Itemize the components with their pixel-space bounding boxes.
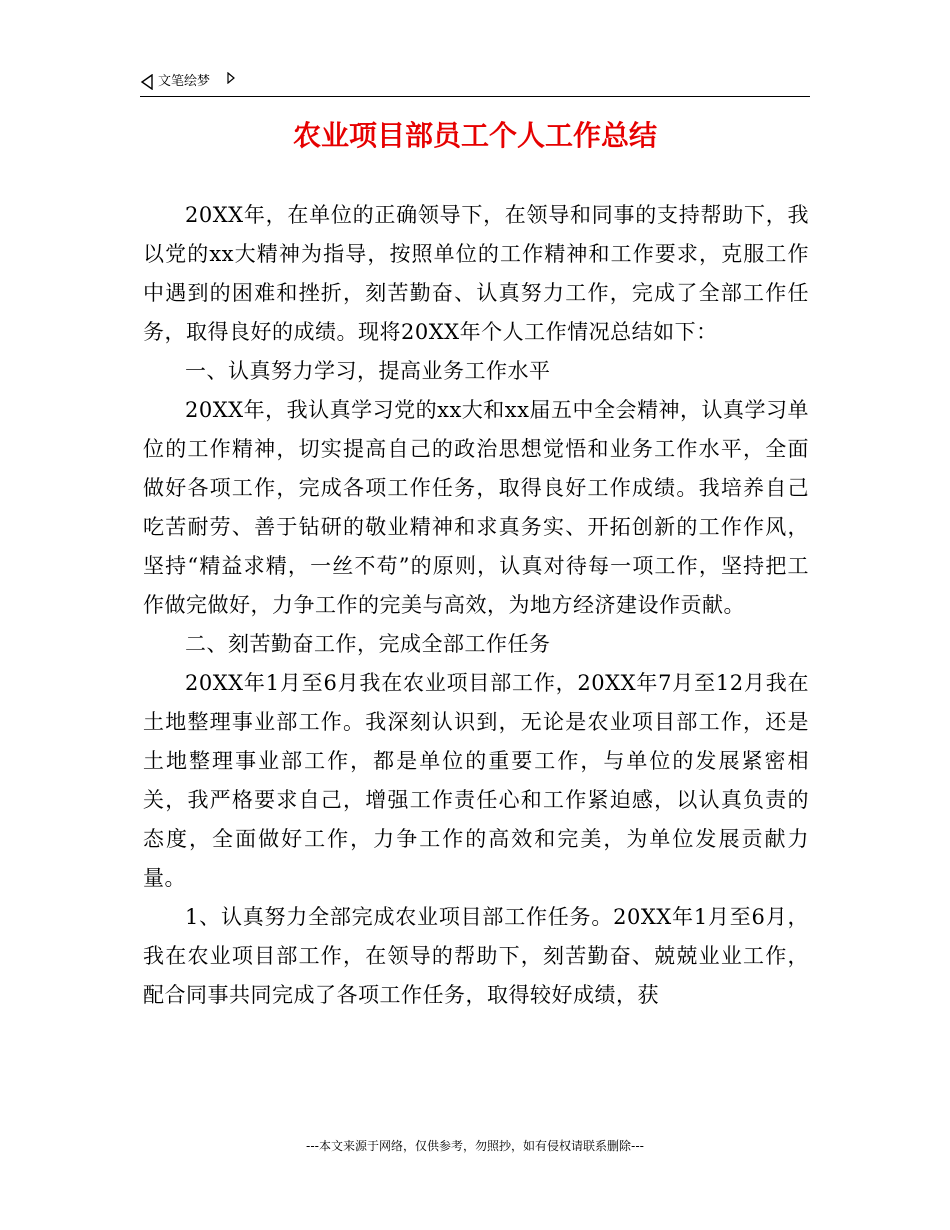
- paragraph-intro: 20XX年，在单位的正确领导下，在领导和同事的支持帮助下，我以党的xx大精神为指导，按照单位的工作精神和工作要求，克服工作中遇到的困难和挫折，刻苦勤奋、认真努力工作，完成了全部工作任务，取得良好的成绩。现将20XX年个人工作情况总结如下：: [143, 203, 809, 344]
- paragraph-work: 20XX年1月至6月我在农业项目部工作，20XX年7月至12月我在土地整理事业部工作。我深刻认识到，无论是农业项目部工作，还是土地整理事业部工作，都是单位的重要工作，与单位的发展紧密相关，我严格要求自己，增强工作责任心和工作紧迫感，以认真负责的态度，全面做好工作，力争工作的高效和完美，为单位发展贡献力量。: [143, 671, 809, 890]
- page-footer: ---本文来源于网络，仅供参考，勿照抄，如有侵权请联系删除---: [306, 1139, 644, 1153]
- header-brand: 文笔绘梦: [158, 74, 211, 89]
- page-header: [140, 72, 810, 97]
- document-body: [143, 196, 809, 1015]
- section-heading-1: 一、认真努力学习，提高业务工作水平: [185, 359, 551, 383]
- triangle-left-outline-icon: [140, 74, 154, 90]
- triangle-right-outline-icon: [226, 72, 236, 84]
- paragraph-item-1: 1、认真努力全部完成农业项目部工作任务。20XX年1月至6月，我在农业项目部工作，在领导的帮助下，刻苦勤奋、兢兢业业工作，配合同事共同完成了各项工作任务，取得较好成绩，获: [143, 905, 809, 1007]
- paragraph-study: 20XX年，我认真学习党的xx大和xx届五中全会精神，认真学习单位的工作精神，切实提高自己的政治思想觉悟和业务工作水平，全面做好各项工作，完成各项工作任务，取得良好工作成绩。我培养自己吃苦耐劳、善于钻研的敬业精神和求真务实、开拓创新的工作作风，坚持“精益求精，一丝不苟”的原则，认真对待每一项工作，坚持把工作做完做好，力争工作的完美与高效，为地方经济建设作贡献。: [143, 398, 809, 617]
- document-title: 农业项目部员工个人工作总结: [292, 119, 657, 152]
- section-heading-2: 二、刻苦勤奋工作，完成全部工作任务: [185, 632, 551, 656]
